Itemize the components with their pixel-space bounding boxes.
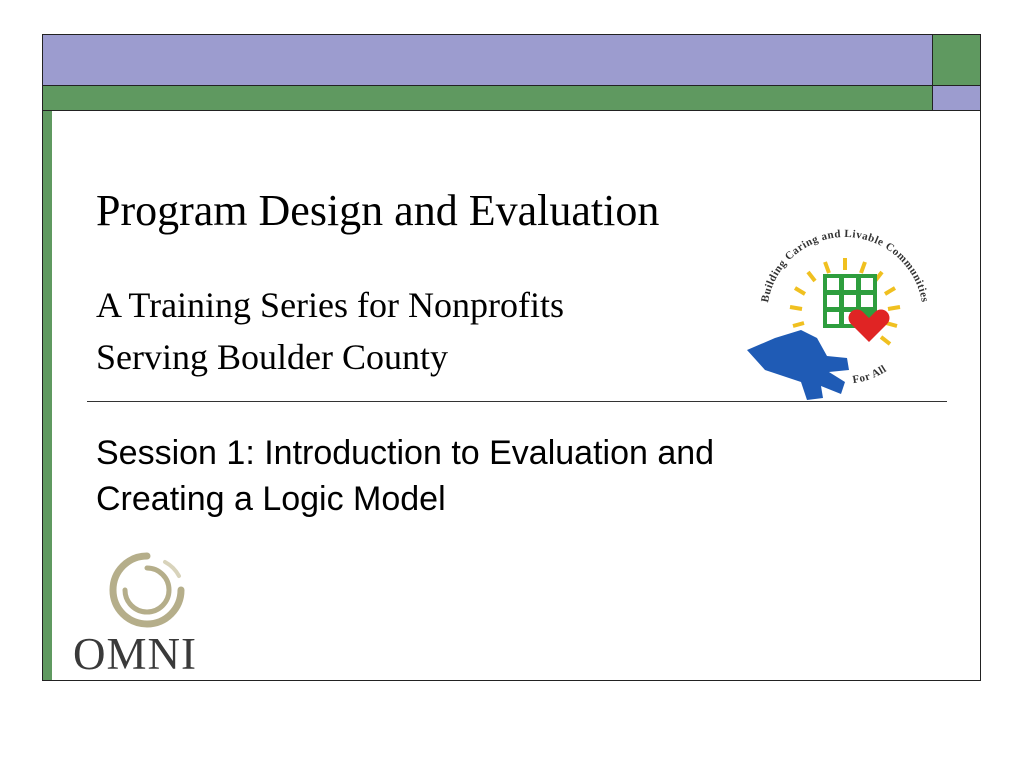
hand-icon: [747, 330, 849, 400]
community-arc-text-top: Building Caring and Livable Communities: [759, 227, 931, 304]
slide-subtitle: [96, 279, 564, 383]
header-square-green: [933, 35, 980, 86]
header-square-lavender: [933, 86, 980, 111]
slide-title: Program Design and Evaluation: [96, 186, 660, 235]
omni-logo-text: OMNI: [73, 629, 197, 679]
subtitle-line-2: Serving Boulder County: [96, 337, 448, 377]
session-line-1: Session 1: Introduction to Evaluation and: [96, 434, 715, 472]
left-accent-stripe: [43, 111, 52, 680]
header-bar-green: [43, 86, 933, 111]
omni-swirl-icon: [107, 550, 187, 630]
divider-line: [87, 401, 947, 402]
slide: [42, 34, 981, 681]
community-arc-text-bottom: For All: [851, 362, 889, 387]
svg-text:For All: [852, 363, 889, 386]
session-heading: [96, 430, 714, 522]
header-bar-lavender: [43, 35, 933, 86]
omni-logo: [73, 550, 223, 679]
community-logo: [745, 210, 945, 400]
subtitle-line-1: A Training Series for Nonprofits: [96, 285, 564, 325]
session-line-2: Creating a Logic Model: [96, 480, 446, 518]
